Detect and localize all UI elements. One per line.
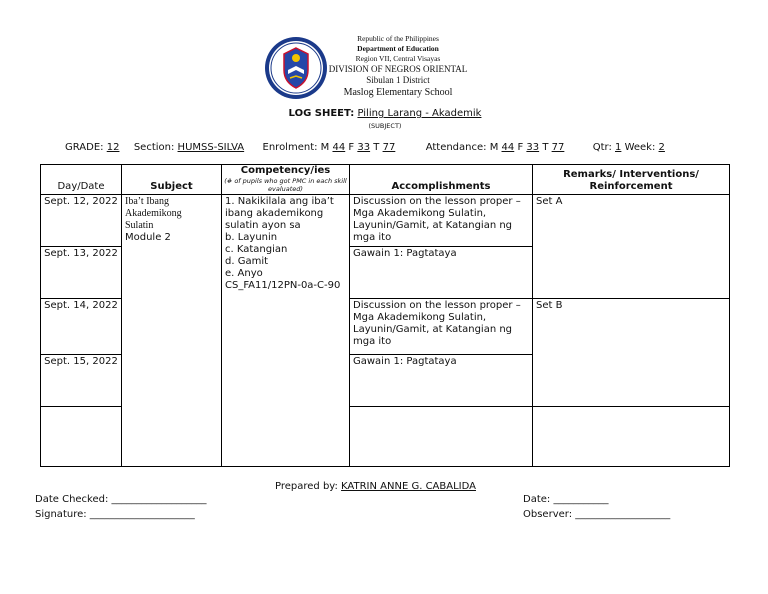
subject-line: Sulatin [125, 220, 154, 231]
subject-line: Module 2 [125, 232, 171, 243]
class-info-line [65, 142, 665, 153]
subject-line: Iba’t Ibang [125, 196, 169, 207]
district-text: Sibulan 1 District [366, 75, 430, 85]
department-text: Department of Education [357, 44, 439, 53]
qtr-label: Qtr: [592, 142, 612, 153]
prepared-by [275, 481, 476, 492]
date-cell: Sept. 13, 2022 [41, 247, 122, 299]
date-cell: Sept. 15, 2022 [41, 355, 122, 407]
competency-note: (# of pupils who got PMC in each skill evaluated) [224, 177, 347, 193]
week-label: Week: [624, 142, 656, 153]
division-text: DIVISION OF NEGROS ORIENTAL [328, 64, 468, 74]
competency-cell [222, 195, 350, 467]
attendance-f: 33 [526, 142, 540, 153]
date-cell [41, 407, 122, 467]
accomplishment-cell: Gawain 1: Pagtataya [350, 355, 533, 407]
section-label: Section: [133, 142, 175, 153]
competency-line: c. Katangian [225, 244, 288, 255]
log-table [40, 164, 730, 467]
school-text: Maslog Elementary School [343, 87, 453, 98]
remarks-cell [533, 407, 730, 467]
date-checked: Date Checked: ___________________ [35, 494, 207, 505]
log-sheet-label: LOG SHEET: [288, 108, 355, 119]
remarks-cell: Set A [533, 195, 730, 299]
competency-line: 1. Nakikilala ang iba’t ibang akademikong sulatin ayon sa [225, 196, 334, 231]
prepared-name: KATRIN ANNE G. CABALIDA [341, 481, 476, 492]
republic-text: Republic of the Philippines [357, 34, 439, 43]
subject-note: (SUBJECT) [368, 122, 402, 130]
prepared-label: Prepared by: [275, 481, 338, 492]
remarks-cell: Set B [533, 299, 730, 407]
section-value: HUMSS-SILVA [177, 142, 245, 153]
enrolment-m: 44 [332, 142, 346, 153]
log-sheet-title [230, 108, 540, 119]
signature: Signature: _____________________ [35, 509, 195, 520]
attendance-t-label: T [542, 142, 549, 153]
competency-line: d. Gamit [225, 256, 269, 267]
grade-label: GRADE: [65, 142, 104, 153]
enrolment-t-label: T [373, 142, 380, 153]
competency-code: CS_FA11/12PN-0a-C-90 [225, 280, 341, 291]
subject-cell [122, 195, 222, 467]
header-remarks: Remarks/ Interventions/ Reinforcement [533, 165, 730, 195]
competency-line: e. Anyo [225, 268, 263, 279]
date-cell: Sept. 14, 2022 [41, 299, 122, 355]
header-accomplishments: Accomplishments [350, 165, 533, 195]
date-field: Date: ___________ [523, 494, 609, 505]
qtr-value: 1 [615, 142, 622, 153]
accomplishment-cell: Discussion on the lesson proper – Mga Akademikong Sulatin, Layunin/Gamit, at Katangian ng mga ito [350, 195, 533, 247]
table-row [41, 195, 730, 247]
observer-field: Observer: ___________________ [523, 509, 671, 520]
accomplishment-cell: Gawain 1: Pagtataya [350, 247, 533, 299]
attendance-label: Attendance: M [425, 142, 499, 153]
accomplishment-cell: Discussion on the lesson proper – Mga Akademikong Sulatin, Layunin/Gamit, at Katangian ng mga ito [350, 299, 533, 355]
region-text: Region VII, Central Visayas [355, 54, 441, 63]
competency-line: b. Layunin [225, 232, 278, 243]
attendance-f-label: F [517, 142, 524, 153]
header-day: Day/Date [41, 165, 122, 195]
grade-value: 12 [106, 142, 120, 153]
enrolment-t: 77 [382, 142, 396, 153]
subject-line: Akademikong [125, 208, 182, 219]
enrolment-f: 33 [357, 142, 371, 153]
week-value: 2 [658, 142, 665, 153]
accomplishment-cell [350, 407, 533, 467]
table-header-row [41, 165, 730, 195]
header-competency [222, 165, 350, 195]
enrolment-label: Enrolment: M [262, 142, 330, 153]
attendance-m: 44 [501, 142, 515, 153]
log-sheet-subject: Piling Larang - Akademik [357, 108, 482, 119]
header-subject: Subject [122, 165, 222, 195]
competency-title: Competency/ies [240, 165, 331, 176]
attendance-t: 77 [551, 142, 565, 153]
date-cell: Sept. 12, 2022 [41, 195, 122, 247]
enrolment-f-label: F [348, 142, 355, 153]
